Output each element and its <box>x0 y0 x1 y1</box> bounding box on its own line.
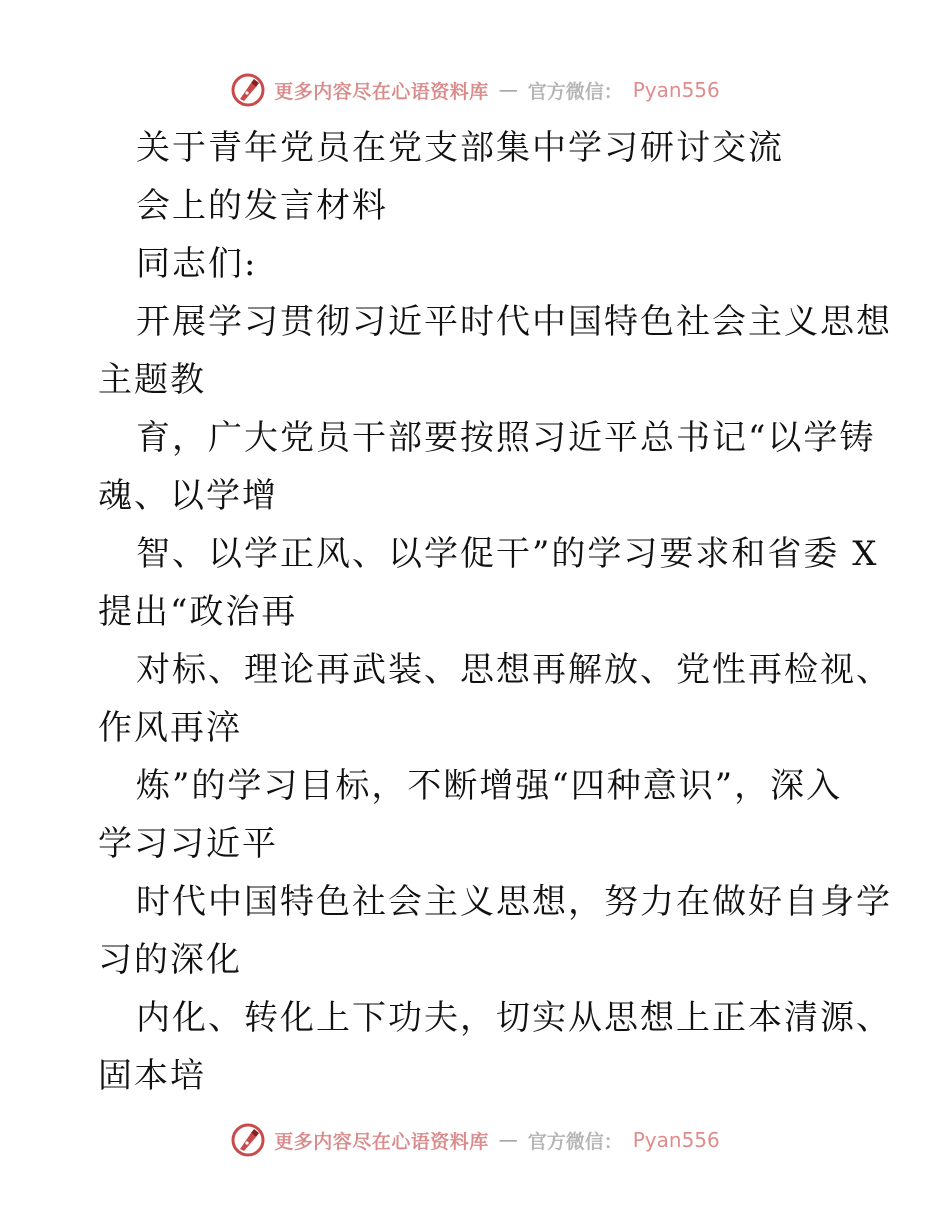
paragraph-line: 提出“政治再 <box>98 592 298 632</box>
watermark-dash: — <box>498 1129 518 1151</box>
paragraph-line: 主题教 <box>98 360 206 400</box>
document-title-line-2: 会上的发言材料 <box>136 186 388 226</box>
paragraph-line: 对标、理论再武装、思想再解放、党性再检视、 <box>136 650 892 690</box>
paragraph-line: 时代中国特色社会主义思想，努力在做好自身学 <box>136 882 892 922</box>
paragraph-line: 炼”的学习目标，不断增强“四种意识”，深入 <box>136 766 843 806</box>
paragraph-line: 学习习近平 <box>98 824 278 864</box>
watermark-brand-text: 更多内容尽在心语资料库 <box>274 1130 489 1153</box>
watermark-wechat-id: Pyan556 <box>632 78 720 102</box>
paragraph-line: 魂、以学增 <box>98 476 278 516</box>
watermark-banner-top <box>0 70 950 110</box>
document-title-line-1: 关于青年党员在党支部集中学习研讨交流 <box>136 128 784 168</box>
salutation: 同志们: <box>136 244 258 284</box>
paragraph-line: 内化、转化上下功夫，切实从思想上正本清源、 <box>136 998 892 1038</box>
watermark-dash: — <box>498 79 518 101</box>
watermark-brand-text: 更多内容尽在心语资料库 <box>274 80 489 103</box>
paragraph-line: 作风再淬 <box>98 708 242 748</box>
watermark-wechat-label: 官方微信： <box>527 80 623 103</box>
watermark-banner-bottom <box>0 1120 950 1160</box>
paragraph-line: 开展学习贯彻习近平时代中国特色社会主义思想 <box>136 302 892 342</box>
paragraph-line: 习的深化 <box>98 940 242 980</box>
paragraph-line: 智、以学正风、以学促干”的学习要求和省委 X <box>136 534 879 574</box>
watermark-wechat-id: Pyan556 <box>632 1128 720 1152</box>
watermark-wechat-label: 官方微信： <box>527 1130 623 1153</box>
paragraph-line: 固本培 <box>98 1056 206 1096</box>
pen-nib-logo-icon <box>230 1122 266 1158</box>
paragraph-line: 育，广大党员干部要按照习近平总书记“以学铸 <box>136 418 876 458</box>
pen-nib-logo-icon <box>230 72 266 108</box>
